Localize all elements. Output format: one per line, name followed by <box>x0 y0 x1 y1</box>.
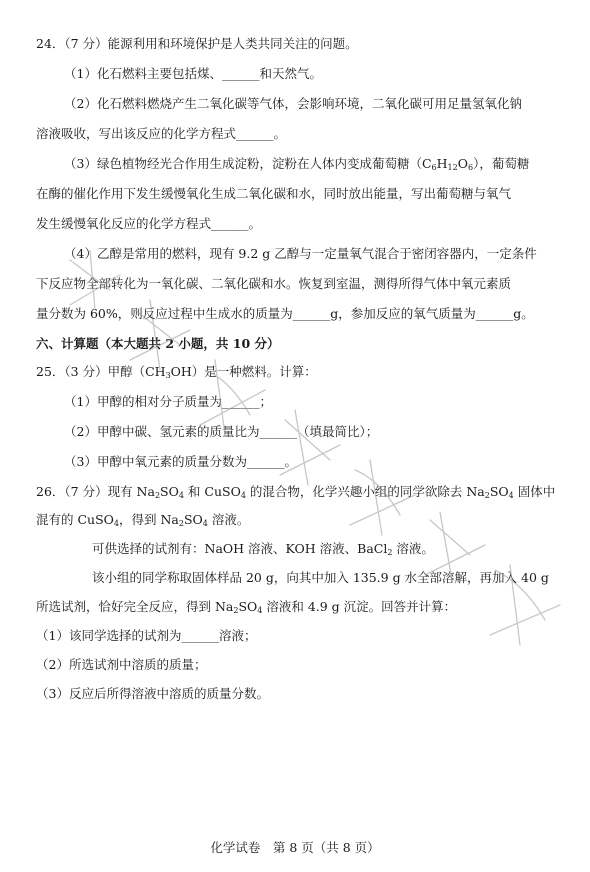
q24-part3-line2: 在酶的催化作用下发生缓慢氧化生成二氧化碳和水，同时放出能量，写出葡萄糖与氧气 <box>36 186 512 201</box>
section-heading: 六、计算题（本大题共 2 小题，共 10 分） <box>36 336 280 351</box>
q26-part3: （3）反应后所得溶液中溶质的质量分数。 <box>36 686 269 701</box>
q26-reagents: 可供选择的试剂有：NaOH 溶液、KOH 溶液、BaCl$_2$ 溶液。 <box>92 541 434 557</box>
q26-line1: 26．（7 分）现有 $Na_2SO_4$ 和 CuSO$_4$ 的混合物，化学兴趣小组的同学欲除去 $Na_2SO_4$ 固体中 <box>36 484 556 500</box>
q24-part3-line1: （3）绿色植物经光合作用生成淀粉，淀粉在人体内变成葡萄糖$(C_6H_{12}O_6)$，葡萄糖 <box>64 156 530 172</box>
q24-stem: 24．（7 分）能源利用和环境保护是人类共同关注的问题。 <box>36 36 358 51</box>
q25-part2: （2）甲醇中碳、氢元素的质量比为______（填最简比）； <box>64 424 379 439</box>
q26-line4: 该小组的同学称取固体样品 20 g，向其中加入 135.9 g 水全部溶解，再加入 40 g <box>92 570 549 585</box>
q26-part2: （2）所选试剂中溶质的质量； <box>36 657 207 672</box>
q26-line5: 所选试剂，恰好完全反应，得到 $Na_2SO_4$ 溶液和 4.9 g 沉淀。回答并计算： <box>36 599 457 615</box>
q25-part1: （1）甲醇的相对分子质量为______； <box>64 394 272 409</box>
q26-line2: 混有的 CuSO$_4$，得到 $Na_2SO_4$ 溶液。 <box>36 512 250 528</box>
q25-stem: 25．（3 分）甲醇$(CH_3OH)$是一种燃料。计算： <box>36 364 317 380</box>
q24-part4-line1: （4）乙醇是常用的燃料，现有 9.2 g 乙醇与一定量氧气混合于密闭容器内，一定条件 <box>64 246 537 261</box>
q24-part3-line3: 发生缓慢氧化反应的化学方程式______。 <box>36 216 262 231</box>
q24-part4-line3: 量分数为 60%，则反应过程中生成水的质量为______g，参加反应的氧气质量为______g。 <box>36 306 534 321</box>
q25-part3: （3）甲醇中氧元素的质量分数为______。 <box>64 454 297 469</box>
q26-part1: （1）该同学选择的试剂为______溶液； <box>36 628 257 643</box>
q24-part4-line2: 下反应物全部转化为一氧化碳、二氧化碳和水。恢复到室温，测得所得气体中氧元素质 <box>36 276 512 291</box>
q24-part2-line1: （2）化石燃料燃烧产生二氧化碳等气体，会影响环境，二氧化碳可用足量氢氧化钠 <box>64 96 522 111</box>
page-footer: 化学试卷 第 8 页（共 8 页） <box>210 840 380 855</box>
q24-part1: （1）化石燃料主要包括煤、______和天然气。 <box>64 66 322 81</box>
q24-part2-line2: 溶液吸收，写出该反应的化学方程式______。 <box>36 126 287 141</box>
